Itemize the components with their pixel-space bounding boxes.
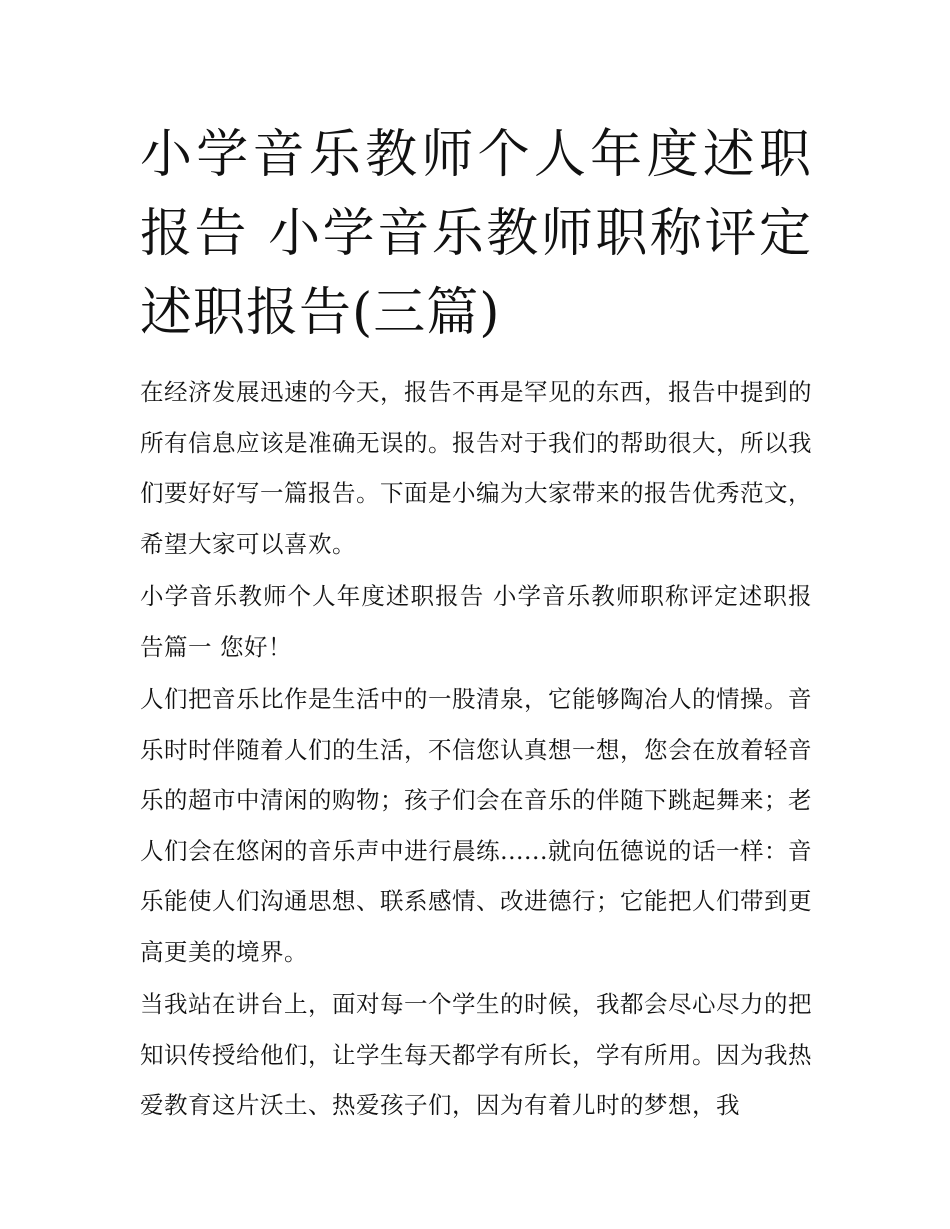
body-paragraph-music: 人们把音乐比作是生活中的一股清泉，它能够陶冶人的情操。音乐时时伴随着人们的生活，不信您认真想一想，您会在放着轻音乐的超市中清闲的购物；孩子们会在音乐的伴随下跳起舞来；老人们会在悠闲的音乐声中进行晨练......就向伍德说的话一样：音乐能使人们沟通思想、联系感情、改进德行；它能把人们带到更高更美的境界。 [140, 685, 812, 966]
section-heading-paragraph: 小学音乐教师个人年度述职报告 小学音乐教师职称评定述职报告篇一 您好！ [140, 582, 812, 661]
document-body [140, 116, 812, 1133]
body-paragraph-teaching: 当我站在讲台上，面对每一个学生的时候，我都会尽心尽力的把知识传授给他们，让学生每天都学有所长，学有所用。因为我热爱教育这片沃土、热爱孩子们，因为有着儿时的梦想，我 [140, 990, 812, 1119]
document-title: 小学音乐教师个人年度述职报告 小学音乐教师职称评定述职报告(三篇) [140, 125, 812, 343]
intro-paragraph: 在经济发展迅速的今天，报告不再是罕见的东西，报告中提到的所有信息应该是准确无误的。报告对于我们的帮助很大，所以我们要好好写一篇报告。下面是小编为大家带来的报告优秀范文，希望大家可以喜欢。 [140, 378, 812, 558]
